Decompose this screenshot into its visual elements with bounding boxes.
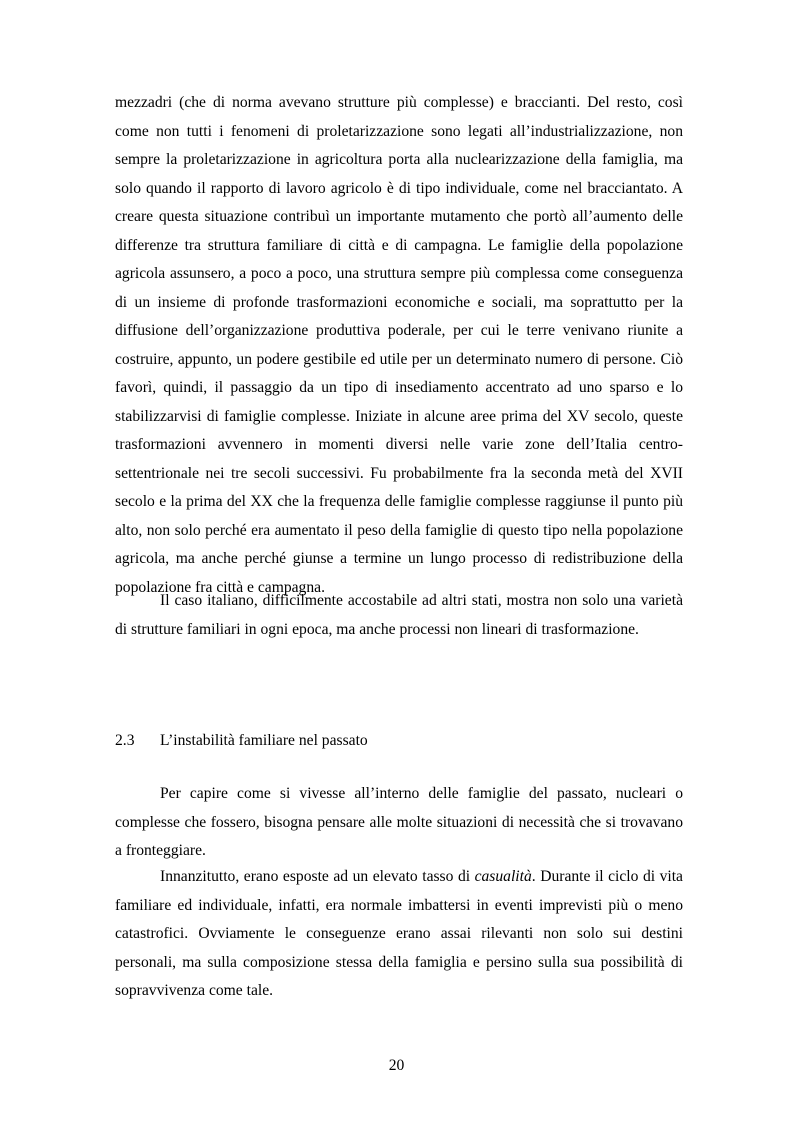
page-number: 20 bbox=[388, 1057, 405, 1074]
paragraph-continuation: mezzadri (che di norma avevano strutture più complesse) e braccianti. Del resto, così come non tutti i fenomeni di proletarizzazione sono legati all’industrializzazione, non sempre la proletarizzazione in agricoltura porta alla nuclearizzazione della famiglia, ma solo quando il rapporto di lavoro agricolo è di tipo individuale, come nel bracciantato. A creare questa situazione contribuì un importante mutamento che portò all’aumento delle differenze tra struttura familiare di città e di campagna. Le famiglie della popolazione agricola assunsero, a poco a poco, una struttura sempre più complessa come conseguenza di un insieme di profonde trasformazioni economiche e sociali, ma soprattutto per la diffusione dell’organizzazione produttiva poderale, per cui le terre venivano riunite a costruire, appunto, un podere gestibile ed utile per un determinato numero di persone. Ciò favorì, quindi, il passaggio da un tipo di insediamento accentrato ad uno sparso e lo stabilizzarvisi di famiglie complesse. Iniziate in alcune aree prima del XV secolo, queste trasformazioni avvennero in momenti diversi nelle varie zone dell’Italia centro-settentrionale nei tre secoli successivi. Fu probabilmente fra la seconda metà del XVII secolo e la prima del XX che la frequenza delle famiglie complesse raggiunse il punto più alto, non solo perché era aumentato il peso della famiglie di questo tipo nella popolazione agricola, ma anche perché giunse a termine un lungo processo di redistribuzione della popolazione fra città e campagna. bbox=[115, 94, 683, 596]
section-title: L’instabilità familiare nel passato bbox=[160, 732, 368, 749]
paragraph-casuality-end: . Durante il ciclo di vita familiare ed individuale, infatti, era normale imbattersi in eventi imprevisti più o meno catastrofici. Ovviamente le conseguenze erano assai rilevanti non solo sui destini personali, ma sulla composizione stessa della famiglia e persino sulla sua possibilità di sopravvivenza come tale. bbox=[115, 868, 683, 999]
paragraph-casuality-start: Innanzitutto, erano esposte ad un elevato tasso di bbox=[160, 868, 475, 885]
paragraph-casuality bbox=[115, 863, 683, 1006]
section-heading bbox=[115, 727, 683, 755]
emphasis-casualita: casualità bbox=[474, 868, 532, 885]
paragraph-italian-case: Il caso italiano, difficilmente accostabile ad altri stati, mostra non solo una varietà di strutture familiari in ogni epoca, ma anche processi non lineari di trasformazione. bbox=[115, 592, 683, 638]
section-number: 2.3 bbox=[115, 732, 135, 749]
paragraph-family-needs: Per capire come si vivesse all’interno delle famiglie del passato, nucleari o complesse che fossero, bisogna pensare alle molte situazioni di necessità che si trovavano a fronteggiare. bbox=[115, 785, 683, 859]
